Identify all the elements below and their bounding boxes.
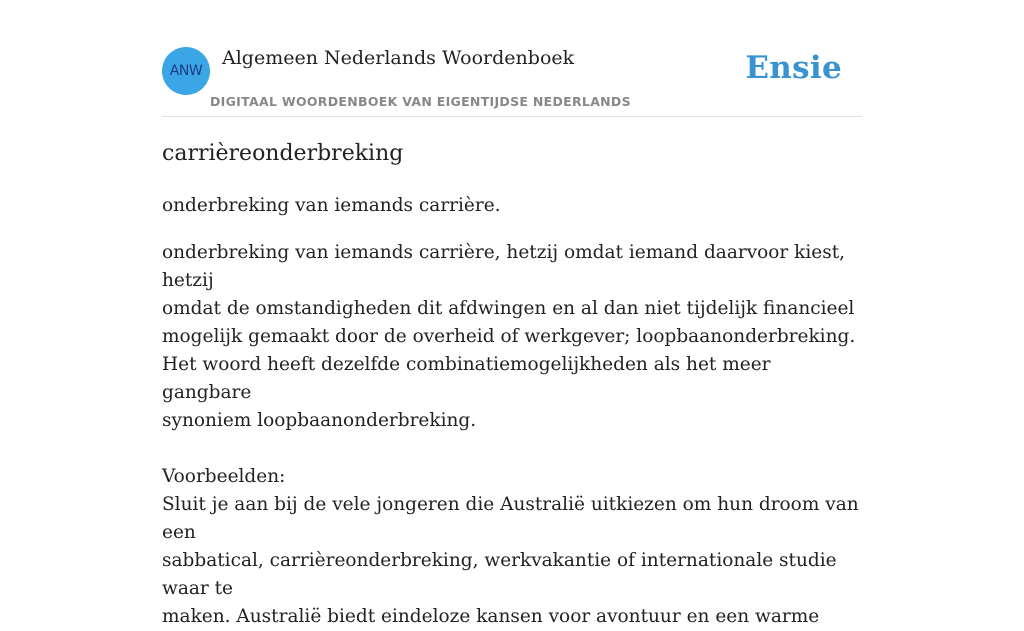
site-header [162, 40, 862, 117]
definition-line: Het woord heeft dezelfde combinatiemogelijkheden als het meer gangbare [162, 354, 771, 403]
site-subtitle: DIGITAAL WOORDENBOEK VAN EIGENTIJDSE NEDERLANDS [210, 94, 631, 109]
headword-title: carrièreonderbreking [162, 141, 404, 166]
definition-line: omdat de omstandigheden dit afdwingen en al dan niet tijdelijk financieel [162, 298, 855, 319]
long-definition [162, 239, 862, 631]
example-line: Sluit je aan bij de vele jongeren die Australië uitkiezen om hun droom van een [162, 494, 859, 543]
anw-logo[interactable] [162, 47, 210, 95]
site-title[interactable]: Algemeen Nederlands Woordenboek [222, 47, 575, 69]
spacer [162, 435, 862, 463]
entry-content [162, 138, 862, 631]
definition-line: mogelijk gemaakt door de overheid of werkgever; loopbaanonderbreking. [162, 326, 856, 347]
definition-line: onderbreking van iemands carrière, hetzij omdat iemand daarvoor kiest, hetzij [162, 242, 846, 291]
examples-label: Voorbeelden: [162, 466, 286, 487]
ensie-brand-logo[interactable]: Ensie [745, 50, 842, 86]
short-definition: onderbreking van iemands carrière. [162, 195, 501, 216]
example-line: sabbatical, carrièreonderbreking, werkvakantie of internationale studie waar te [162, 550, 837, 599]
logo-text: ANW [169, 63, 203, 79]
example-line: maken. Australië biedt eindeloze kansen voor avontuur en een warme [162, 606, 820, 627]
definition-line: synoniem loopbaanonderbreking. [162, 410, 477, 431]
